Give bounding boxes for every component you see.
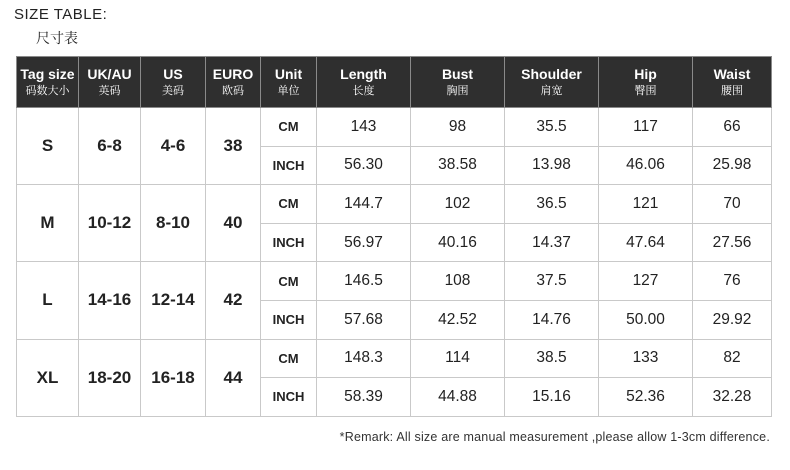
waist-cell: 32.28 (693, 378, 772, 417)
hip-cell: 47.64 (599, 223, 693, 262)
length-cell: 146.5 (317, 262, 411, 301)
waist-cell: 76 (693, 262, 772, 301)
unit-cell: CM (261, 339, 317, 378)
col-header-unit: Unit 单位 (261, 57, 317, 108)
euro-cell: 44 (206, 339, 261, 416)
unit-cell: INCH (261, 146, 317, 185)
unit-cell: INCH (261, 223, 317, 262)
hip-cell: 117 (599, 108, 693, 147)
col-header-bust: Bust 胸围 (411, 57, 505, 108)
euro-cell: 38 (206, 108, 261, 185)
length-cell: 58.39 (317, 378, 411, 417)
tag-size-cell: M (17, 185, 79, 262)
euro-cell: 40 (206, 185, 261, 262)
shoulder-cell: 35.5 (505, 108, 599, 147)
unit-cell: CM (261, 108, 317, 147)
us-cell: 4-6 (141, 108, 206, 185)
us-cell: 16-18 (141, 339, 206, 416)
col-header-euro: EURO 欧码 (206, 57, 261, 108)
uk-au-cell: 6-8 (79, 108, 141, 185)
hip-cell: 121 (599, 185, 693, 224)
table-row (17, 185, 772, 224)
waist-cell: 27.56 (693, 223, 772, 262)
bust-cell: 114 (411, 339, 505, 378)
waist-cell: 70 (693, 185, 772, 224)
length-cell: 144.7 (317, 185, 411, 224)
col-header-uk-au: UK/AU 英码 (79, 57, 141, 108)
tag-size-cell: S (17, 108, 79, 185)
table-row (17, 339, 772, 378)
size-table (16, 56, 772, 417)
unit-cell: CM (261, 262, 317, 301)
uk-au-cell: 10-12 (79, 185, 141, 262)
table-row (17, 108, 772, 147)
shoulder-cell: 37.5 (505, 262, 599, 301)
shoulder-cell: 14.76 (505, 300, 599, 339)
bust-cell: 102 (411, 185, 505, 224)
unit-cell: INCH (261, 378, 317, 417)
size-table-title: SIZE TABLE: (14, 6, 108, 23)
waist-cell: 66 (693, 108, 772, 147)
col-header-us: US 美码 (141, 57, 206, 108)
length-cell: 148.3 (317, 339, 411, 378)
bust-cell: 44.88 (411, 378, 505, 417)
col-header-shoulder: Shoulder 肩宽 (505, 57, 599, 108)
size-table-subtitle: 尺寸表 (36, 31, 78, 47)
bust-cell: 38.58 (411, 146, 505, 185)
length-cell: 56.30 (317, 146, 411, 185)
shoulder-cell: 36.5 (505, 185, 599, 224)
bust-cell: 108 (411, 262, 505, 301)
hip-cell: 52.36 (599, 378, 693, 417)
bust-cell: 40.16 (411, 223, 505, 262)
us-cell: 8-10 (141, 185, 206, 262)
waist-cell: 25.98 (693, 146, 772, 185)
col-header-waist: Waist 腰围 (693, 57, 772, 108)
shoulder-cell: 38.5 (505, 339, 599, 378)
us-cell: 12-14 (141, 262, 206, 339)
remark-note: *Remark: All size are manual measurement ,please allow 1-3cm difference. (339, 430, 770, 444)
bust-cell: 42.52 (411, 300, 505, 339)
hip-cell: 46.06 (599, 146, 693, 185)
bust-cell: 98 (411, 108, 505, 147)
col-header-tag-size: Tag size 码数大小 (17, 57, 79, 108)
shoulder-cell: 15.16 (505, 378, 599, 417)
hip-cell: 133 (599, 339, 693, 378)
hip-cell: 50.00 (599, 300, 693, 339)
uk-au-cell: 14-16 (79, 262, 141, 339)
tag-size-cell: XL (17, 339, 79, 416)
tag-size-cell: L (17, 262, 79, 339)
waist-cell: 29.92 (693, 300, 772, 339)
col-header-length: Length 长度 (317, 57, 411, 108)
uk-au-cell: 18-20 (79, 339, 141, 416)
hip-cell: 127 (599, 262, 693, 301)
waist-cell: 82 (693, 339, 772, 378)
length-cell: 56.97 (317, 223, 411, 262)
header-row (17, 57, 772, 108)
unit-cell: INCH (261, 300, 317, 339)
length-cell: 57.68 (317, 300, 411, 339)
unit-cell: CM (261, 185, 317, 224)
euro-cell: 42 (206, 262, 261, 339)
shoulder-cell: 14.37 (505, 223, 599, 262)
shoulder-cell: 13.98 (505, 146, 599, 185)
length-cell: 143 (317, 108, 411, 147)
table-row (17, 262, 772, 301)
col-header-hip: Hip 臀围 (599, 57, 693, 108)
